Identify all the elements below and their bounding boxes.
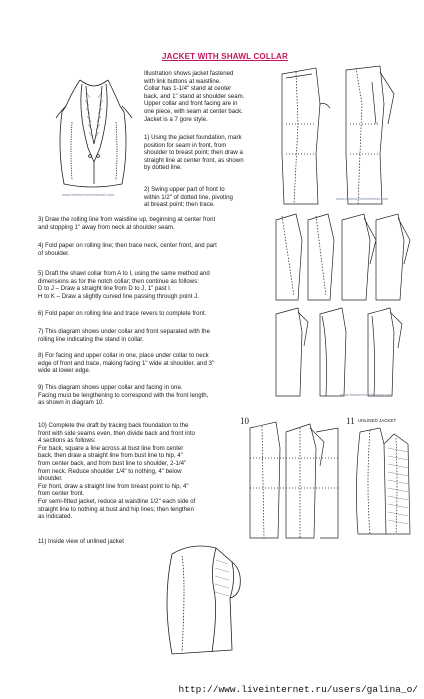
figure-11-caption: UNLINED JACKET bbox=[358, 418, 397, 423]
footer-url: http://www.liveinternet.ru/users/galina_o/ bbox=[178, 684, 418, 695]
watermark: www.fashionfromtheeast.com bbox=[62, 192, 115, 197]
pattern-diagram-10 bbox=[246, 418, 342, 546]
step-10-paragraph: 10) Complete the draft by tracing back foundation to the front with side seams even, then divide back and front into 4 sections as follows: For back, square a line across at bust line from center back, then draw a straight line from bust line to hip, 4" from center back, and from bust line to shoulder, 2-1/4" from neck. Reduce shoulder 1/4" to nothing, 4" below shoulder. For front, draw a straight line from breast point to hip, 4" from center front. For semi-fitted jacket, reduce at waistline 1/2" each side of straight line to nothing at bust and hip lines; then lengthen as indicated. bbox=[38, 422, 196, 521]
step-9-paragraph: 9) This diagram shows upper collar and facing in one. Facing must be lengthening to correspond with the front length, as shown in diagram 10. bbox=[38, 384, 209, 407]
step-3-paragraph: 3) Draw the rolling line from waistline up, beginning at center front and stopping 1" away from neck at shoulder seam. bbox=[38, 216, 216, 231]
step-2-paragraph: 2) Swing upper part of front to within 1/2" of dotted line, pivoting at breast point; then trace. bbox=[144, 186, 233, 209]
pattern-diagrams-3-6 bbox=[272, 210, 412, 306]
jacket-illustration bbox=[52, 72, 136, 196]
watermark: www.fashionfromtheeast.com bbox=[340, 392, 393, 397]
pattern-diagrams-7-9 bbox=[272, 302, 412, 402]
step-5-paragraph: 5) Draft the shawl collar from A to I, using the same method and dimensions as for the notch collar; then continue as follows: D to J – Draw a straight line from D to J, 1" past I. H to K – Draw a slightly curved line passing through point J. bbox=[38, 270, 210, 300]
figure-11-label: 11 bbox=[346, 416, 355, 426]
intro-paragraph: Illustration shows jacket fastened with link buttons at waistline. Collar has 1-1/4" stand at center back, and 1" stand at shoulder seam. Upper collar and front facing are in one piece, with seam at center back. Jacket is a 7 gore style. bbox=[144, 70, 245, 123]
pattern-diagrams-1-2 bbox=[276, 64, 408, 214]
step-8-paragraph: 8) For facing and upper collar in one, place under collar to neck edge of front and trace, making facing 1" wide at shoulder, and 3" wide at lower edge. bbox=[38, 352, 215, 375]
watermark: www.fashionfromtheeast.com bbox=[336, 196, 389, 201]
step-4-paragraph: 4) Fold paper on rolling line; then trace neck, center front, and part of shoulder. bbox=[38, 242, 217, 257]
step-6-paragraph: 6) Fold paper on rolling line and trace revers to complete front. bbox=[38, 310, 207, 317]
step-11-paragraph: 11) Inside view of unlined jacket bbox=[38, 538, 124, 545]
inside-view-diagram bbox=[152, 540, 244, 662]
step-1-paragraph: 1) Using the jacket foundation, mark position for seam in front, from shoulder to breast point; then draw a straight line at center front, as shown by dotted line. bbox=[144, 134, 244, 172]
step-7-paragraph: 7) This diagram shows under collar and front separated with the rolling line indicating the stand in collar. bbox=[38, 328, 210, 343]
unlined-jacket-diagram bbox=[350, 424, 414, 544]
figure-10-label: 10 bbox=[240, 416, 249, 426]
page-title: JACKET WITH SHAWL COLLAR bbox=[162, 52, 288, 61]
